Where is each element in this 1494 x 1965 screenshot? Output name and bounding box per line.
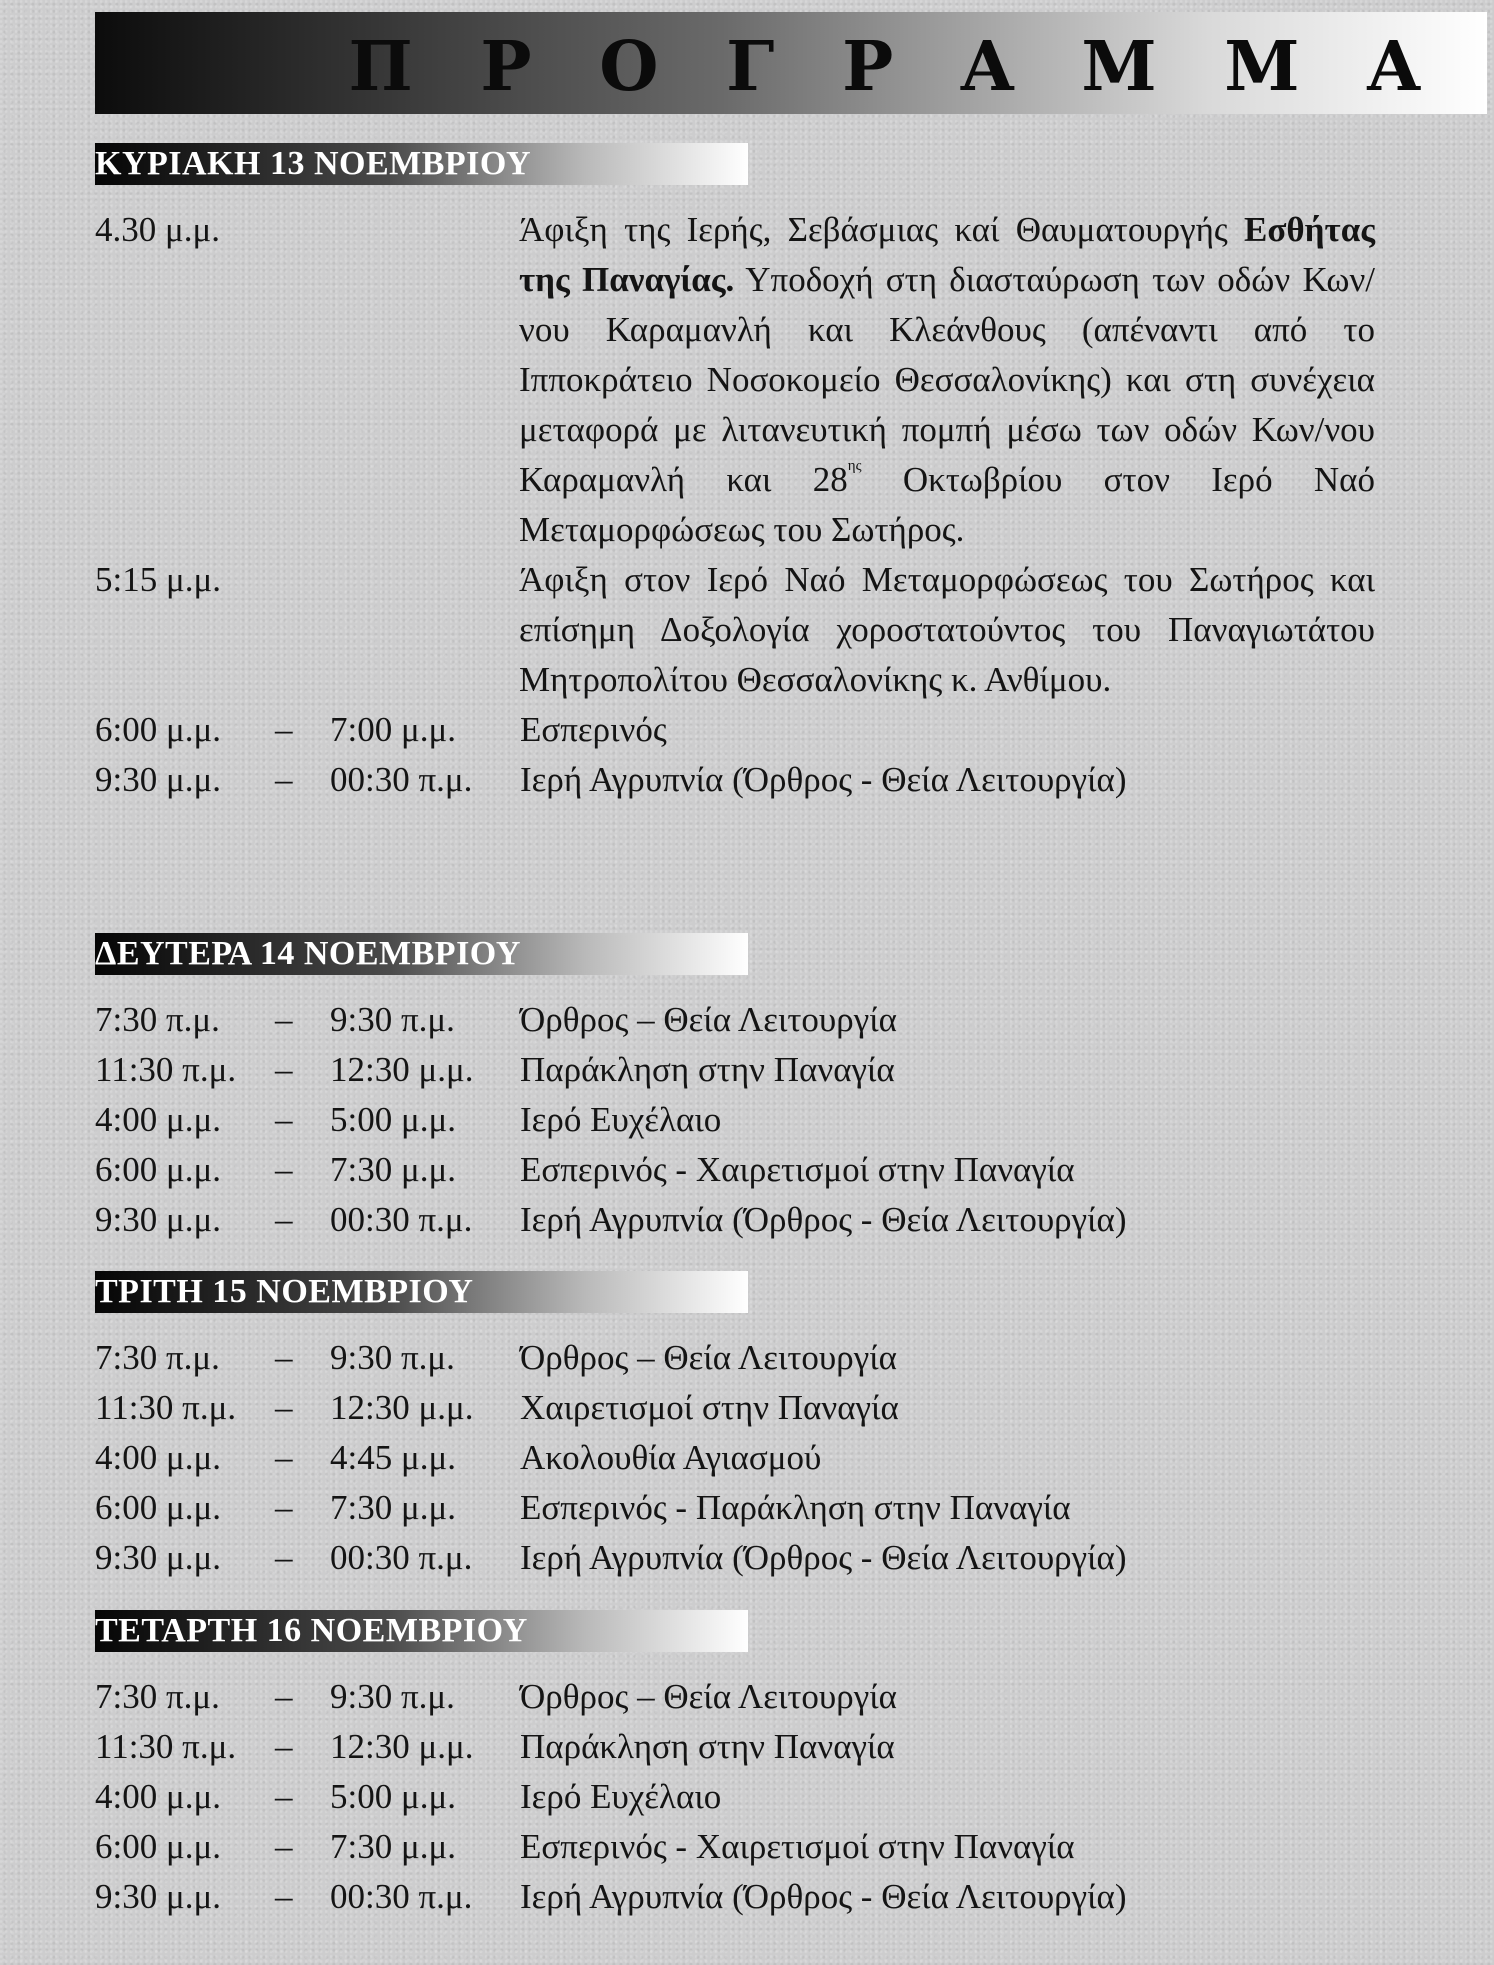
entry-start-time: 6:00 μ.μ. <box>95 1488 222 1527</box>
entry-start-time: 6:00 μ.μ. <box>95 1827 222 1866</box>
entry-description: Εσπερινός - Παράκληση στην Παναγία <box>520 1488 1071 1527</box>
desc-bold: Εσθήτας της Παναγίας. <box>519 210 1375 299</box>
entry-time: 5:15 μ.μ. <box>95 560 222 599</box>
entry-start-time: 7:30 π.μ. <box>95 1338 220 1377</box>
desc-part: Οκτωβρίου στον Ιερό Ναό Μεταμορφώσεως του Σωτήρος. <box>519 460 1375 549</box>
schedule-entry <box>95 1672 1375 1722</box>
entry-dash: – <box>275 760 293 799</box>
entry-description: Παράκληση στην Παναγία <box>520 1727 895 1766</box>
entry-end-time: 00:30 π.μ. <box>330 1538 473 1577</box>
entry-start-time: 7:30 π.μ. <box>95 1000 220 1039</box>
schedule-entry <box>95 1872 1375 1922</box>
entry-dash: – <box>275 1438 293 1477</box>
entry-description: Εσπερινός - Χαιρετισμοί στην Παναγία <box>520 1827 1075 1866</box>
day-header-bar <box>95 1271 748 1313</box>
entry-description: Όρθρος – Θεία Λειτουργία <box>520 1677 897 1716</box>
desc-superscript: ης <box>847 458 862 474</box>
day-label: ΚΥΡΙΑΚΗ 13 ΝΟΕΜΒΡΙΟΥ <box>95 145 532 182</box>
entry-end-time: 7:30 μ.μ. <box>330 1150 457 1189</box>
entry-dash: – <box>275 1827 293 1866</box>
schedule-entry <box>95 1195 1375 1245</box>
entry-start-time: 9:30 μ.μ. <box>95 1538 222 1577</box>
entry-description: Όρθρος – Θεία Λειτουργία <box>520 1000 897 1039</box>
entry-start-time: 6:00 μ.μ. <box>95 710 222 749</box>
entry-start-time: 11:30 π.μ. <box>95 1050 237 1089</box>
day-section-sunday <box>95 143 1375 805</box>
entry-description: Ιερή Αγρυπνία (Όρθρος - Θεία Λειτουργία) <box>520 760 1127 799</box>
entry-start-time: 9:30 μ.μ. <box>95 1877 222 1916</box>
entry-end-time: 5:00 μ.μ. <box>330 1100 457 1139</box>
entry-description: Εσπερινός <box>520 710 667 749</box>
header-bar <box>95 12 1487 114</box>
entry-dash: – <box>275 1000 293 1039</box>
schedule-entry <box>95 1722 1375 1772</box>
schedule-entry <box>95 205 1375 555</box>
schedule-entry <box>95 1772 1375 1822</box>
entry-start-time: 11:30 π.μ. <box>95 1727 237 1766</box>
entry-dash: – <box>275 1338 293 1377</box>
day-label: ΤΡΙΤΗ 15 ΝΟΕΜΒΡΙΟΥ <box>95 1273 474 1310</box>
entry-dash: – <box>275 1877 293 1916</box>
entry-description <box>519 205 1375 555</box>
entry-description: Εσπερινός - Χαιρετισμοί στην Παναγία <box>520 1150 1075 1189</box>
schedule-entry <box>95 705 1375 755</box>
schedule-entry <box>95 995 1375 1045</box>
day-header-bar <box>95 1610 748 1652</box>
entry-description: Ακολουθία Αγιασμού <box>520 1438 822 1477</box>
entry-end-time: 9:30 π.μ. <box>330 1000 455 1039</box>
page-title: Π Ρ Ο Γ Ρ Α Μ Μ Α <box>348 27 1442 107</box>
entry-end-time: 00:30 π.μ. <box>330 1200 473 1239</box>
schedule-entry <box>95 1483 1375 1533</box>
entry-dash: – <box>275 710 293 749</box>
entry-start-time: 4:00 μ.μ. <box>95 1777 222 1816</box>
entry-description: Παράκληση στην Παναγία <box>520 1050 895 1089</box>
entry-dash: – <box>275 1538 293 1577</box>
entry-description: Ιερή Αγρυπνία (Όρθρος - Θεία Λειτουργία) <box>520 1877 1127 1916</box>
entry-end-time: 7:00 μ.μ. <box>330 710 457 749</box>
day-header-bar <box>95 143 748 185</box>
entry-end-time: 00:30 π.μ. <box>330 1877 473 1916</box>
entry-description: Ιερό Ευχέλαιο <box>520 1100 722 1139</box>
entry-end-time: 7:30 μ.μ. <box>330 1827 457 1866</box>
entry-start-time: 7:30 π.μ. <box>95 1677 220 1716</box>
entry-dash: – <box>275 1488 293 1527</box>
day-header-bar <box>95 933 748 975</box>
entry-start-time: 9:30 μ.μ. <box>95 760 222 799</box>
entry-start-time: 11:30 π.μ. <box>95 1388 237 1427</box>
schedule-entry <box>95 755 1375 805</box>
entry-dash: – <box>275 1677 293 1716</box>
schedule-entry <box>95 1145 1375 1195</box>
entry-dash: – <box>275 1100 293 1139</box>
day-section-monday <box>95 933 1375 1245</box>
schedule-entry <box>95 1822 1375 1872</box>
entry-description: Άφιξη στον Ιερό Ναό Μεταμορφώσεως του Σωτήρος και επίσημη Δοξολογία χοροστατούντος του Παναγιωτάτου Μητροπολίτου Θεσσαλονίκης κ. Ανθίμου. <box>519 560 1375 699</box>
day-section-wednesday <box>95 1610 1375 1922</box>
schedule-entry <box>95 1095 1375 1145</box>
entry-end-time: 12:30 μ.μ. <box>330 1388 474 1427</box>
desc-part: Άφιξη της Ιερής, Σεβάσμιας καί Θαυματουργής <box>519 210 1245 249</box>
day-label: ΔΕΥΤΕΡΑ 14 ΝΟΕΜΒΡΙΟΥ <box>95 935 521 972</box>
schedule-entry <box>95 1433 1375 1483</box>
entry-start-time: 4:00 μ.μ. <box>95 1100 222 1139</box>
entry-dash: – <box>275 1388 293 1427</box>
entry-start-time: 6:00 μ.μ. <box>95 1150 222 1189</box>
schedule-entry <box>95 1533 1375 1583</box>
entry-end-time: 00:30 π.μ. <box>330 760 473 799</box>
entry-description: Ιερή Αγρυπνία (Όρθρος - Θεία Λειτουργία) <box>520 1200 1127 1239</box>
entry-description: Χαιρετισμοί στην Παναγία <box>520 1388 899 1427</box>
entry-dash: – <box>275 1777 293 1816</box>
entry-end-time: 12:30 μ.μ. <box>330 1727 474 1766</box>
entry-description: Όρθρος – Θεία Λειτουργία <box>520 1338 897 1377</box>
entry-start-time: 4:00 μ.μ. <box>95 1438 222 1477</box>
day-label: ΤΕΤΑΡΤΗ 16 ΝΟΕΜΒΡΙΟΥ <box>95 1612 528 1649</box>
entry-dash: – <box>275 1727 293 1766</box>
schedule-entry <box>95 1333 1375 1383</box>
entry-dash: – <box>275 1150 293 1189</box>
entry-start-time: 9:30 μ.μ. <box>95 1200 222 1239</box>
desc-part: Υποδοχή στη διασταύρωση των οδών Κων/νου Καραμανλή και Κλεάνθους (απέναντι από το Ιπποκράτειο Νοσοκομείο Θεσσαλονίκης) και στη συνέχεια μεταφορά με λιτανευτική πομπή μέσω των οδών Κων/νου Καραμανλή και 28 <box>519 260 1376 499</box>
schedule-entry <box>95 1045 1375 1095</box>
entry-end-time: 7:30 μ.μ. <box>330 1488 457 1527</box>
entry-end-time: 4:45 μ.μ. <box>330 1438 457 1477</box>
day-section-tuesday <box>95 1271 1375 1583</box>
entry-end-time: 12:30 μ.μ. <box>330 1050 474 1089</box>
entry-time: 4.30 μ.μ. <box>95 210 221 249</box>
entry-end-time: 5:00 μ.μ. <box>330 1777 457 1816</box>
schedule-entry <box>95 555 1375 705</box>
entry-dash: – <box>275 1050 293 1089</box>
entry-dash: – <box>275 1200 293 1239</box>
schedule-entry <box>95 1383 1375 1433</box>
entry-end-time: 9:30 π.μ. <box>330 1338 455 1377</box>
entry-description: Ιερό Ευχέλαιο <box>520 1777 722 1816</box>
entry-end-time: 9:30 π.μ. <box>330 1677 455 1716</box>
entry-description: Ιερή Αγρυπνία (Όρθρος - Θεία Λειτουργία) <box>520 1538 1127 1577</box>
